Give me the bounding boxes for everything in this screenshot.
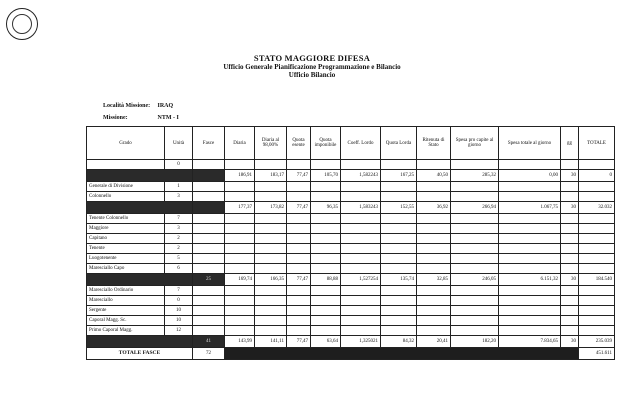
mission-location [103,103,173,109]
empty-cell [499,326,561,336]
table-row [87,244,615,254]
empty-cell [341,296,381,306]
empty-cell [561,296,579,306]
subtotal-fasce-cell [193,202,225,214]
subtotal-quota-imponibile-cell: 96,35 [311,202,341,214]
empty-cell [417,264,451,274]
subtotal-fasce-cell: 41 [193,336,225,348]
col-quota-esente: Quota esente [287,127,311,160]
empty-cell [341,254,381,264]
table-row [87,254,615,264]
col-fasce: Fasce [193,127,225,160]
subtotal-spesa-totale-cell: 1.067,75 [499,202,561,214]
col-diaria: Diaria [225,127,255,160]
empty-cell [255,296,287,306]
empty-cell [311,234,341,244]
empty-cell [225,192,255,202]
empty-cell [193,192,225,202]
empty-cell [579,254,615,264]
subtotal-row [87,274,615,286]
empty-cell [561,286,579,296]
subtotal-diaria98-cell: 141,11 [255,336,287,348]
subtotal-grado-bar [87,274,193,286]
empty-cell [561,264,579,274]
subtotal-spesa-totale-cell: 6.151,32 [499,274,561,286]
subtotal-diaria-cell: 177,37 [225,202,255,214]
unita-cell: 0 [165,160,193,170]
empty-cell [255,286,287,296]
col-gg: gg [561,127,579,160]
empty-cell [287,306,311,316]
empty-cell [499,224,561,234]
col-unita: Unità [165,127,193,160]
empty-cell [381,316,417,326]
empty-cell [255,326,287,336]
empty-cell [287,316,311,326]
empty-cell [193,316,225,326]
empty-cell [193,264,225,274]
empty-cell [287,224,311,234]
empty-cell [287,192,311,202]
empty-cell [417,286,451,296]
empty-cell [499,264,561,274]
subtotal-quota-lorda-cell: 135,74 [381,274,417,286]
grand-total-fasce: 72 [193,348,225,360]
empty-cell [193,244,225,254]
subtotal-coeff-lordo-cell: 1,583243 [341,202,381,214]
cost-table [86,126,615,360]
empty-cell [255,192,287,202]
subtotal-gg-cell: 30 [561,274,579,286]
table-row [87,326,615,336]
empty-cell [311,254,341,264]
empty-cell [499,244,561,254]
subtotal-spesa-totale-cell: 0,00 [499,170,561,182]
mission-label: Missione: [103,115,128,121]
table-row [87,192,615,202]
empty-cell [499,286,561,296]
subtotal-quota-imponibile-cell: 88,88 [311,274,341,286]
empty-cell [287,326,311,336]
empty-cell [451,192,499,202]
subtotal-diaria98-cell: 166,35 [255,274,287,286]
grado-cell: Maresciallo Ordinario [87,286,165,296]
empty-cell [287,182,311,192]
empty-cell [341,192,381,202]
subtotal-spesa-pro-capite-cell: 266,94 [451,202,499,214]
empty-cell [311,316,341,326]
col-coeff-lordo: Coeff. Lordo [341,127,381,160]
subtotal-gg-cell: 30 [561,336,579,348]
subtotal-totale-cell: 0 [579,170,615,182]
empty-cell [417,306,451,316]
col-quota-imponibile: Quota imponibile [311,127,341,160]
subtotal-coeff-lordo-cell: 1,527254 [341,274,381,286]
grado-cell: Generale di Divisione [87,182,165,192]
empty-cell [451,254,499,264]
grado-cell: Maggiore [87,224,165,234]
empty-cell [287,254,311,264]
subtotal-quota-esente-cell: 77,47 [287,202,311,214]
empty-cell [451,326,499,336]
empty-cell [381,234,417,244]
empty-cell [499,192,561,202]
empty-cell [341,326,381,336]
empty-cell [193,296,225,306]
empty-cell [381,286,417,296]
empty-cell [561,316,579,326]
subtotal-gg-cell: 30 [561,202,579,214]
empty-cell [341,234,381,244]
empty-cell [451,244,499,254]
table-row [87,296,615,306]
empty-cell [287,214,311,224]
empty-cell [579,192,615,202]
empty-cell [499,306,561,316]
unita-cell: 5 [165,254,193,264]
unita-cell: 7 [165,286,193,296]
grado-cell: Maresciallo [87,296,165,306]
empty-cell [381,306,417,316]
empty-cell [451,234,499,244]
empty-cell [341,224,381,234]
empty-cell [417,254,451,264]
subtotal-fasce-cell: 25 [193,274,225,286]
empty-cell [255,224,287,234]
empty-cell [225,234,255,244]
empty-cell [561,326,579,336]
empty-cell [561,224,579,234]
empty-cell [225,316,255,326]
grado-cell: Colonnello [87,192,165,202]
empty-cell [311,244,341,254]
subtotal-quota-lorda-cell: 84,32 [381,336,417,348]
empty-cell [381,296,417,306]
empty-cell [341,306,381,316]
empty-cell [255,214,287,224]
empty-cell [341,264,381,274]
table-row [87,214,615,224]
empty-cell [561,182,579,192]
col-spesa-totale: Spesa totale al giorno [499,127,561,160]
subtotal-ritenuta-cell: 36,92 [417,202,451,214]
empty-cell [451,286,499,296]
empty-cell [287,264,311,274]
unita-cell: 2 [165,244,193,254]
empty-cell [561,244,579,254]
unita-cell: 12 [165,326,193,336]
empty-cell [499,234,561,244]
empty-cell [341,182,381,192]
empty-cell [311,296,341,306]
empty-cell [417,214,451,224]
empty-cell [381,224,417,234]
doc-title: STATO MAGGIORE DIFESA [253,53,371,63]
grado-cell: Tenente Colonnello [87,214,165,224]
mission-name [103,115,179,121]
subtotal-coeff-lordo-cell: 1,582243 [341,170,381,182]
empty-cell [341,286,381,296]
empty-cell [561,214,579,224]
subtotal-row [87,202,615,214]
empty-cell [311,182,341,192]
subtotal-ritenuta-cell: 40,50 [417,170,451,182]
empty-cell [193,182,225,192]
empty-cell [311,326,341,336]
empty-cell [417,316,451,326]
subtotal-diaria98-cell: 183,17 [255,170,287,182]
empty-cell [287,234,311,244]
subtotal-diaria-cell: 169,74 [225,274,255,286]
table-row [87,234,615,244]
empty-cell [311,214,341,224]
table-row [87,224,615,234]
empty-cell [579,244,615,254]
empty-cell [417,234,451,244]
empty-cell [193,306,225,316]
subtotal-diaria-cell: 186,91 [225,170,255,182]
subtotal-ritenuta-cell: 20,41 [417,336,451,348]
empty-cell [417,182,451,192]
table-row [87,160,615,170]
doc-office: Ufficio Bilancio [288,71,336,79]
empty-cell [381,254,417,264]
empty-cell [225,306,255,316]
subtotal-quota-lorda-cell: 167,25 [381,170,417,182]
empty-cell [341,316,381,326]
empty-cell [579,224,615,234]
office-stamp-icon [6,8,38,40]
grand-total-value: 451.611 [579,348,615,360]
col-spesa-pro-capite: Spesa pro capite al giorno [451,127,499,160]
empty-cell [225,244,255,254]
empty-cell [561,234,579,244]
unita-cell: 1 [165,182,193,192]
empty-cell [451,214,499,224]
empty-cell [579,182,615,192]
empty-cell [225,326,255,336]
empty-cell [225,286,255,296]
empty-cell [287,296,311,306]
subtotal-spesa-pro-capite-cell: 182,20 [451,336,499,348]
table-row [87,264,615,274]
empty-cell [255,316,287,326]
subtotal-gg-cell: 30 [561,170,579,182]
empty-cell [579,286,615,296]
grand-total-row [87,348,615,360]
table-body [87,160,615,360]
grado-cell: Sergente [87,306,165,316]
empty-cell [287,244,311,254]
subtotal-coeff-lordo-cell: 1,325021 [341,336,381,348]
empty-cell [579,234,615,244]
empty-cell [381,326,417,336]
grado-cell: Caporal Magg. Sc. [87,316,165,326]
subtotal-grado-bar [87,170,193,182]
empty-cell [499,182,561,192]
location-value: IRAQ [157,103,174,109]
empty-cell [381,192,417,202]
unita-cell: 3 [165,224,193,234]
col-grado: Grado [87,127,165,160]
table-row [87,182,615,192]
empty-cell [225,214,255,224]
empty-cell [451,182,499,192]
subtotal-spesa-pro-capite-cell: 285,32 [451,170,499,182]
empty-cell [579,296,615,306]
empty-cell [255,264,287,274]
col-quota-lorda: Quota Lorda [381,127,417,160]
empty-cell [311,224,341,234]
empty-cell [561,192,579,202]
empty-cell [287,286,311,296]
location-label: Località Missione: [103,103,151,109]
empty-cell [311,286,341,296]
subtotal-grado-bar [87,336,193,348]
grand-total-bar [225,348,579,360]
empty-cell [225,254,255,264]
grado-cell: Capitano [87,234,165,244]
empty-cell [225,296,255,306]
subtotal-fasce-cell [193,170,225,182]
empty-cell [311,264,341,274]
empty-cell [193,254,225,264]
subtotal-totale-cell: 32.032 [579,202,615,214]
subtotal-quota-imponibile-cell: 105,70 [311,170,341,182]
empty-cell [225,182,255,192]
empty-cell [225,264,255,274]
subtotal-row [87,170,615,182]
subtotal-quota-esente-cell: 77,47 [287,336,311,348]
empty-cell [341,214,381,224]
table-row [87,286,615,296]
empty-cell [255,244,287,254]
empty-cell [193,224,225,234]
subtotal-totale-cell: 235.039 [579,336,615,348]
table-row [87,316,615,326]
grado-cell: Luogotenente [87,254,165,264]
empty-cell [417,244,451,254]
subtotal-quota-lorda-cell: 152,55 [381,202,417,214]
subtotal-spesa-pro-capite-cell: 246,05 [451,274,499,286]
empty-cell [417,192,451,202]
col-diaria98: Diaria al 98,00% [255,127,287,160]
grado-cell: Primo Caporal Magg. [87,326,165,336]
table-header [87,127,615,160]
empty-cell [579,306,615,316]
empty-cell [451,264,499,274]
unita-cell: 0 [165,296,193,306]
subtotal-diaria98-cell: 173,82 [255,202,287,214]
grado-cell: Tenente [87,244,165,254]
empty-cell [381,244,417,254]
empty-cell [561,254,579,264]
empty-cell [193,286,225,296]
unita-cell: 2 [165,234,193,244]
table-row [87,306,615,316]
subtotal-quota-imponibile-cell: 63,64 [311,336,341,348]
subtotal-ritenuta-cell: 32,85 [417,274,451,286]
empty-cell [499,316,561,326]
empty-cell [255,234,287,244]
unita-cell: 6 [165,264,193,274]
subtotal-totale-cell: 184.540 [579,274,615,286]
empty-cell [417,296,451,306]
grado-cell [87,160,165,170]
empty-cell [579,326,615,336]
empty-cell [311,192,341,202]
empty-cell [579,214,615,224]
unita-cell: 7 [165,214,193,224]
empty-cell [451,296,499,306]
empty-cell [341,244,381,254]
empty-cell [451,316,499,326]
empty-cell [255,306,287,316]
empty-cell [451,224,499,234]
empty-cell [193,214,225,224]
empty-cell [417,224,451,234]
empty-cell [381,264,417,274]
stamp-inner-ring [12,14,32,34]
doc-subtitle: Ufficio Generale Pianificazione Programmazione e Bilancio [223,63,401,71]
empty-cell [561,306,579,316]
unita-cell: 10 [165,306,193,316]
empty-cell [499,254,561,264]
empty-cell [311,306,341,316]
empty-cell [193,326,225,336]
empty-cell [499,214,561,224]
empty-cell [579,316,615,326]
grado-cell: Maresciallo Capo [87,264,165,274]
empty-cell [193,234,225,244]
empty-cell [579,264,615,274]
empty-cell [255,254,287,264]
subtotal-spesa-totale-cell: 7.834,65 [499,336,561,348]
empty-cell [255,182,287,192]
empty-cell [381,182,417,192]
empty-cell [451,306,499,316]
unita-cell: 3 [165,192,193,202]
col-ritenuta: Ritenuta di Stato [417,127,451,160]
empty-cell [417,326,451,336]
empty-cell [381,214,417,224]
col-totale: TOTALE [579,127,615,160]
subtotal-quota-esente-cell: 77,47 [287,274,311,286]
mission-value: NTM - I [157,115,179,121]
grand-total-label: TOTALE FASCE [87,348,193,360]
subtotal-grado-bar [87,202,193,214]
subtotal-quota-esente-cell: 77,47 [287,170,311,182]
empty-cell [225,224,255,234]
subtotal-diaria-cell: 143,99 [225,336,255,348]
unita-cell: 10 [165,316,193,326]
subtotal-row [87,336,615,348]
empty-cell [499,296,561,306]
